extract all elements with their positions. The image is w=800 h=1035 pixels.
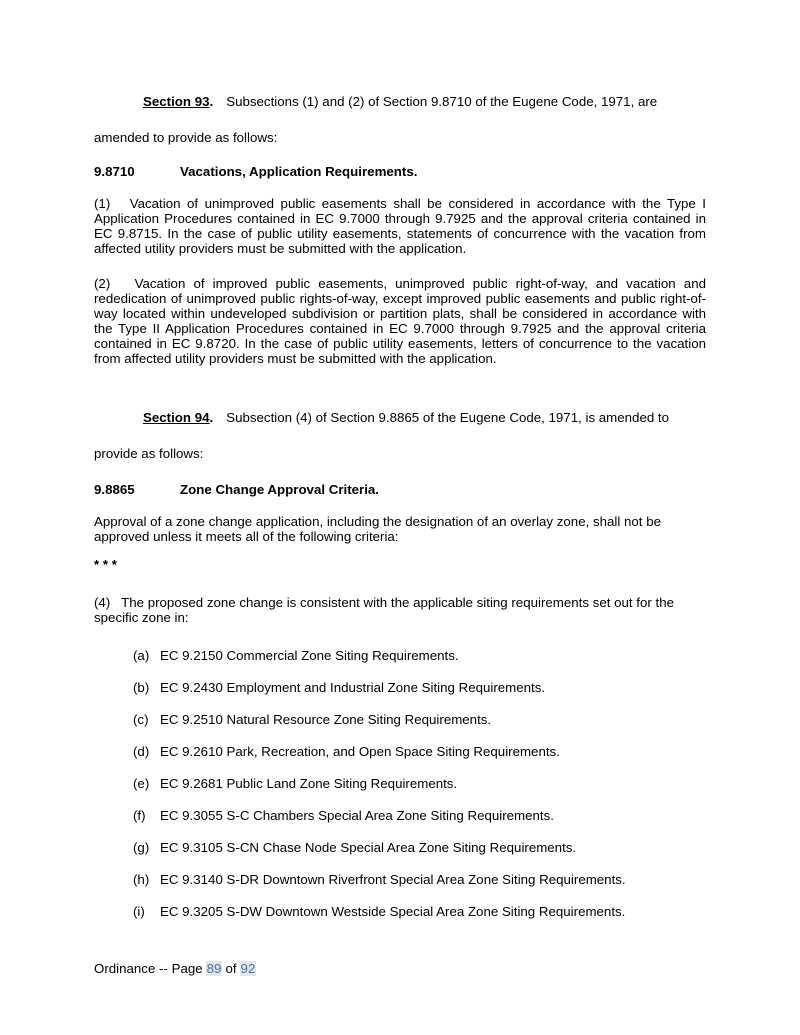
list-item-text: EC 9.2610 Park, Recreation, and Open Space Siting Requirements. xyxy=(160,744,560,759)
section-93-text: Subsections (1) and (2) of Section 9.8710 of the Eugene Code, 1971, are amended to provide as follows: xyxy=(94,94,658,145)
approval-paragraph: Approval of a zone change application, including the designation of an overlay zone, shall not be approved unless it meets all of the following criteria: xyxy=(94,514,661,544)
list-item-text: EC 9.2150 Commercial Zone Siting Requirements. xyxy=(160,648,459,663)
list-item xyxy=(94,648,706,663)
code-9-8710-heading xyxy=(94,164,706,179)
section-94-label: Section 94 xyxy=(143,410,210,425)
list-item-text: EC 9.3140 S-DR Downtown Riverfront Special Area Zone Siting Requirements. xyxy=(160,872,626,887)
list-item-text: EC 9.3055 S-C Chambers Special Area Zone Siting Requirements. xyxy=(160,808,554,823)
section-94-period: . xyxy=(209,410,214,425)
list-item xyxy=(94,712,706,727)
list-item-text: EC 9.2681 Public Land Zone Siting Requirements. xyxy=(160,776,458,791)
section-93-label: Section 93 xyxy=(143,94,210,109)
list-item-text: EC 9.3205 S-DW Downtown Westside Special Area Zone Siting Requirements. xyxy=(160,904,626,919)
list-item xyxy=(94,680,706,695)
code-9-8865-number: 9.8865 xyxy=(94,482,135,497)
list-item-label: (d) xyxy=(133,744,150,759)
code-9-8710-number: 9.8710 xyxy=(94,164,135,179)
footer-prefix: Ordinance -- Page xyxy=(94,961,203,976)
list-item-label: (b) xyxy=(133,680,150,695)
list-item xyxy=(94,776,706,791)
list-item-text: EC 9.2510 Natural Resource Zone Siting Requirements. xyxy=(160,712,492,727)
list-item-text: EC 9.3105 S-CN Chase Node Special Area Zone Siting Requirements. xyxy=(160,840,577,855)
list-item-label: (g) xyxy=(133,840,150,855)
paragraph-1: (1) Vacation of unimproved public easements shall be considered in accordance with the Type I Application Procedures contained in EC 9.7000 through 9.7925 and the approval criteria contained in EC 9.8715. In the case of public utility easements, statements of concurrence with the vacation from affected utility providers must be submitted with the application. xyxy=(94,196,706,256)
footer-of-label: of xyxy=(225,961,237,976)
code-9-8865-heading xyxy=(94,482,706,497)
code-9-8865-title: Zone Change Approval Criteria. xyxy=(180,482,379,497)
section-94-paragraph xyxy=(94,400,706,472)
list-item xyxy=(94,840,706,855)
paragraph-2: (2) Vacation of improved public easements, unimproved public right-of-way, and vacation and rededication of unimproved public rights-of-way, except improved public easements and public right-of-way located within undeveloped subdivision or partition plats, shall be considered in accordance with the Type II Application Procedures contained in EC 9.7000 through 9.7925 and the approval criteria contained in EC 9.8720. In the case of public utility easements, letters of concurrence to the vacation from affected utility providers must be submitted with the application. xyxy=(94,276,706,366)
code-9-8710-title: Vacations, Application Requirements. xyxy=(180,164,418,179)
list-item-label: (c) xyxy=(133,712,149,727)
list-item xyxy=(94,808,706,823)
list-item-label: (a) xyxy=(133,648,150,663)
section-93-paragraph xyxy=(94,84,706,156)
list-item-label: (f) xyxy=(133,808,146,823)
paragraph-4: (4) The proposed zone change is consistent with the applicable siting requirements set out for the specific zone in: xyxy=(94,595,674,625)
list-item-label: (e) xyxy=(133,776,150,791)
asterisks-separator: * * * xyxy=(94,557,117,572)
list-item xyxy=(94,904,706,919)
page-number-field: 89 xyxy=(206,961,222,976)
list-item xyxy=(94,872,706,887)
list-item-text: EC 9.2430 Employment and Industrial Zone Siting Requirements. xyxy=(160,680,546,695)
section-94-text: Subsection (4) of Section 9.8865 of the Eugene Code, 1971, is amended to provide as follows: xyxy=(94,410,670,461)
page-total-field: 92 xyxy=(240,961,256,976)
list-item-label: (h) xyxy=(133,872,150,887)
list-item xyxy=(94,744,706,759)
list-item-label: (i) xyxy=(133,904,145,919)
page-footer xyxy=(94,961,259,976)
section-93-period: . xyxy=(209,94,214,109)
